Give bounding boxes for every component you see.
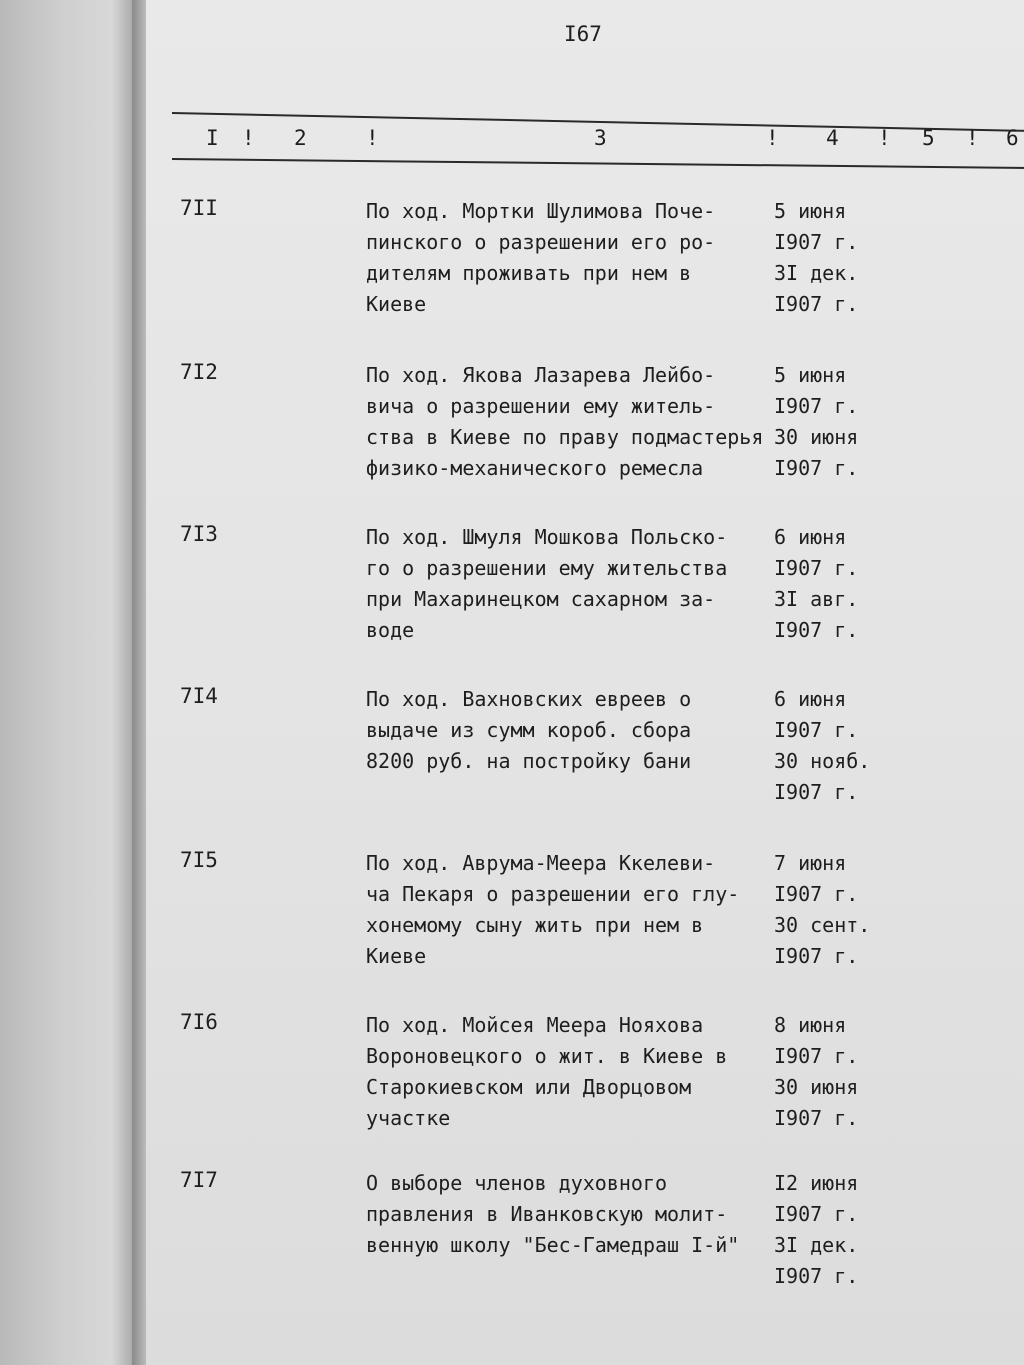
col-header-5: 5: [922, 126, 935, 150]
col-header-sep: !: [766, 126, 779, 150]
date-year: I907 г.: [774, 780, 859, 804]
entry-number: 7I2: [180, 360, 218, 384]
entry-description: [366, 1168, 786, 1292]
col-header-4: 4: [826, 126, 839, 150]
entry-description-line: ства в Киеве по праву подмастерья: [366, 425, 764, 449]
date-day-month: 5 июня: [774, 363, 847, 387]
entry-number: 7I6: [180, 1010, 218, 1034]
entry-description-line: Вороновецкого о жит. в Киеве в: [366, 1044, 728, 1068]
page-number: I67: [564, 22, 602, 46]
entry-description-line: Киеве: [366, 292, 427, 316]
entry-description-line: ча Пекаря о разрешении его глу-: [366, 882, 740, 906]
date-year: I907 г.: [774, 556, 859, 580]
date-year: I907 г.: [774, 1202, 859, 1226]
entry-description-line: участке: [366, 1106, 451, 1130]
entry-description-line: при Махаринецком сахарном за-: [366, 587, 716, 611]
entry-number: 7I4: [180, 684, 218, 708]
entry-description: [366, 684, 786, 777]
col-header-2: 2: [294, 126, 307, 150]
date-year: I907 г.: [774, 394, 859, 418]
date-year: I907 г.: [774, 882, 859, 906]
entry-description-line: О выборе членов духовного: [366, 1171, 668, 1195]
col-header-1: I: [206, 126, 219, 150]
date-year: I907 г.: [774, 944, 859, 968]
entry-description-line: хонемому сыну жить при нем в: [366, 913, 704, 937]
entry-dates: [774, 522, 858, 646]
date-day-month: 3I дек.: [774, 1233, 859, 1257]
entry-number: 7I3: [180, 522, 218, 546]
date-day-month: 3I авг.: [774, 587, 859, 611]
entry-dates: [774, 1168, 858, 1292]
entry-description-line: физико-механического ремесла: [366, 456, 704, 480]
date-year: I907 г.: [774, 1264, 859, 1288]
date-day-month: I2 июня: [774, 1171, 859, 1195]
date-day-month: 3I дек.: [774, 261, 859, 285]
entry-dates: [774, 684, 870, 808]
date-day-month: 6 июня: [774, 687, 847, 711]
table-header-rule-bottom: [172, 158, 1024, 169]
entry-description-line: выдаче из сумм короб. сбора: [366, 718, 692, 742]
facing-page-edge: [0, 0, 140, 1365]
date-day-month: 6 июня: [774, 525, 847, 549]
entry-description-line: го о разрешении ему жительства: [366, 556, 728, 580]
date-day-month: 30 июня: [774, 425, 859, 449]
entry-description-line: Киеве: [366, 944, 427, 968]
date-day-month: 8 июня: [774, 1013, 847, 1037]
entry-description: [366, 1010, 786, 1134]
entry-description-line: По ход. Мортки Шулимова Поче-: [366, 199, 716, 223]
date-day-month: 30 июня: [774, 1075, 859, 1099]
entry-description-line: Старокиевском или Дворцовом: [366, 1075, 692, 1099]
entry-description-line: [366, 1261, 786, 1292]
document-page: [146, 0, 1024, 1365]
entry-description-line: воде: [366, 618, 415, 642]
entry-description: [366, 360, 786, 484]
entry-description: [366, 196, 786, 320]
entry-description-line: По ход. Аврума-Меера Ккелеви-: [366, 851, 716, 875]
date-year: I907 г.: [774, 292, 859, 316]
date-year: I907 г.: [774, 456, 859, 480]
entry-description-line: По ход. Мойсея Меера Нояхова: [366, 1013, 704, 1037]
entry-description-line: вича о разрешении ему житель-: [366, 394, 716, 418]
date-day-month: 7 июня: [774, 851, 847, 875]
entry-number: 7II: [180, 196, 218, 220]
entry-description-line: 8200 руб. на постройку бани: [366, 749, 692, 773]
entry-description-line: пинского о разрешении его ро-: [366, 230, 716, 254]
entry-number: 7I5: [180, 848, 218, 872]
entry-description-line: По ход. Якова Лазарева Лейбо-: [366, 363, 716, 387]
entry-description-line: По ход. Шмуля Мошкова Польско-: [366, 525, 728, 549]
date-day-month: 30 нояб.: [774, 749, 871, 773]
col-header-sep: !: [878, 126, 891, 150]
col-header-sep: !: [966, 126, 979, 150]
date-day-month: 5 июня: [774, 199, 847, 223]
date-year: I907 г.: [774, 718, 859, 742]
col-header-sep: !: [242, 126, 255, 150]
col-header-3: 3: [594, 126, 607, 150]
entry-dates: [774, 1010, 858, 1134]
entry-dates: [774, 196, 858, 320]
entry-description: [366, 848, 786, 972]
date-day-month: 30 сент.: [774, 913, 871, 937]
entry-dates: [774, 848, 870, 972]
entry-description: [366, 522, 786, 646]
date-year: I907 г.: [774, 230, 859, 254]
entry-description-line: По ход. Вахновских евреев о: [366, 687, 692, 711]
entry-description-line: правления в Иванковскую молит-: [366, 1202, 728, 1226]
entry-number: 7I7: [180, 1168, 218, 1192]
date-year: I907 г.: [774, 618, 859, 642]
date-year: I907 г.: [774, 1044, 859, 1068]
entry-description-line: венную школу "Бес-Гамедраш I-й": [366, 1233, 740, 1257]
col-header-6: 6: [1006, 126, 1019, 150]
col-header-sep: !: [366, 126, 379, 150]
date-year: I907 г.: [774, 1106, 859, 1130]
entry-dates: [774, 360, 858, 484]
entry-description-line: дителям проживать при нем в: [366, 261, 692, 285]
